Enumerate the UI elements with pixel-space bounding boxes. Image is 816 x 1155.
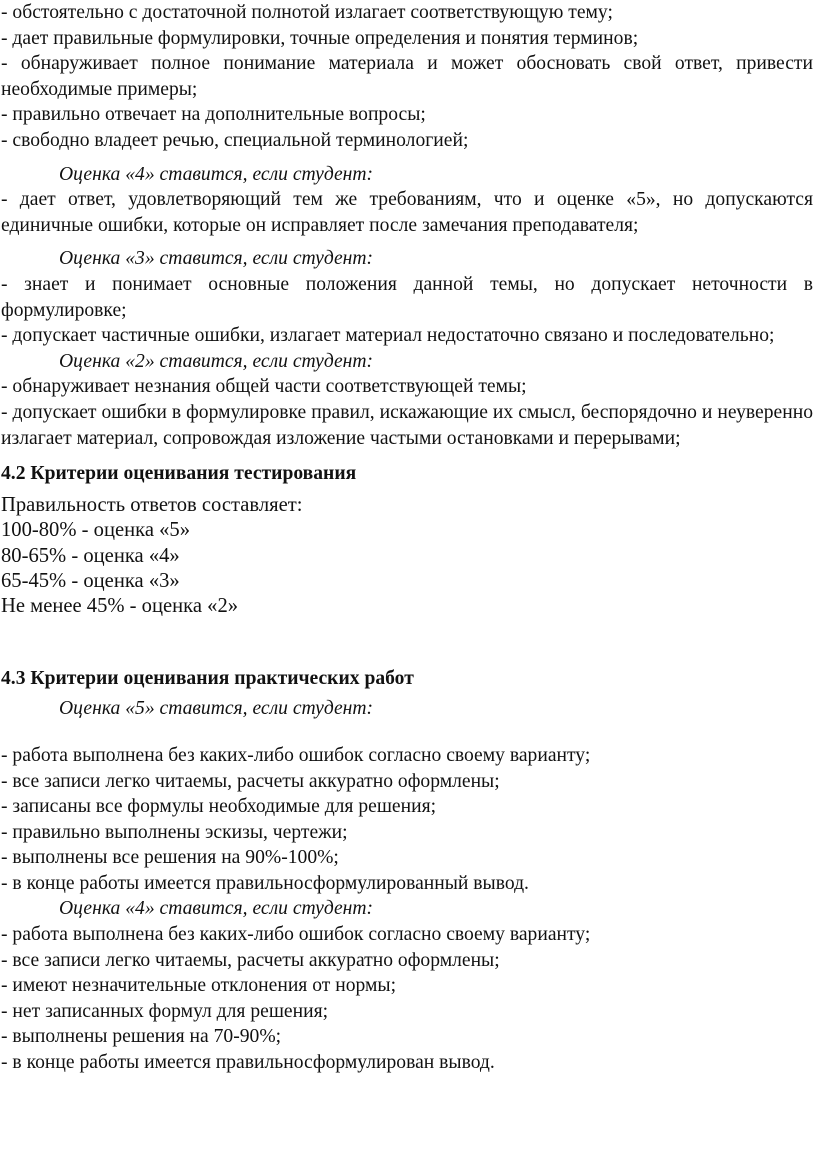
- practical-grade5-item-6: - в конце работы имеется правильносформулированный вывод.: [1, 872, 529, 894]
- practical-grade5-item-5: - выполнены все решения на 90%-100%;: [1, 847, 339, 869]
- practical-section-title: 4.3 Критерии оценивания практических работ: [1, 667, 414, 689]
- testing-line-1: Правильность ответов составляет:: [1, 493, 303, 516]
- grade4-item-1: - дает ответ, удовлетворяющий тем же требованиям, что и оценке «5», но допускаются единичные ошибки, которые он исправляет после замечания преподавателя;: [1, 189, 813, 236]
- practical-grade5-item-4: - правильно выполнены эскизы, чертежи;: [1, 821, 348, 843]
- practical-grade4-item-4: - нет записанных формул для решения;: [1, 1000, 329, 1022]
- practical-grade5-item-3: - записаны все формулы необходимые для решения;: [1, 796, 437, 818]
- testing-line-2: 100-80% - оценка «5»: [1, 519, 191, 542]
- intro-item-4: - правильно отвечает на дополнительные вопросы;: [1, 104, 426, 126]
- practical-grade4-item-6: - в конце работы имеется правильносформулирован вывод.: [1, 1052, 495, 1074]
- practical-grade4-heading: Оценка «4» ставится, если студент:: [59, 898, 374, 920]
- grade3-heading: Оценка «3» ставится, если студент:: [59, 248, 374, 270]
- intro-item-2: - дает правильные формулировки, точные определения и понятия терминов;: [1, 27, 639, 49]
- intro-item-5: - свободно владеет речью, специальной терминологией;: [1, 129, 469, 151]
- grade4-heading: Оценка «4» ставится, если студент:: [59, 163, 374, 185]
- testing-line-3: 80-65% - оценка «4»: [1, 544, 180, 567]
- grade2-heading: Оценка «2» ставится, если студент:: [59, 350, 374, 372]
- testing-section-title: 4.2 Критерии оценивания тестирования: [1, 463, 357, 485]
- practical-grade4-item-3: - имеют незначительные отклонения от нормы;: [1, 975, 397, 997]
- practical-grade4-item-2: - все записи легко читаемы, расчеты аккуратно оформлены;: [1, 949, 500, 971]
- testing-line-4: 65-45% - оценка «3»: [1, 569, 180, 592]
- grade3-item-2: - допускает частичные ошибки, излагает материал недостаточно связано и последовательно;: [1, 325, 775, 347]
- intro-item-3: - обнаруживает полное понимание материала и может обосновать свой ответ, привести необходимые примеры;: [1, 53, 813, 100]
- grade2-item-1: - обнаруживает незнания общей части соответствующей темы;: [1, 376, 527, 398]
- grade2-item-2: - допускает ошибки в формулировке правил, искажающие их смысл, беспорядочно и неуверенно излагает материал, сопровождая изложение частыми остановками и перерывами;: [1, 401, 813, 449]
- testing-line-5: Не менее 45% - оценка «2»: [1, 595, 239, 618]
- practical-grade5-item-1: - работа выполнена без каких-либо ошибок согласно своему варианту;: [1, 744, 591, 766]
- practical-grade5-item-2: - все записи легко читаемы, расчеты аккуратно оформлены;: [1, 770, 500, 792]
- practical-grade5-heading: Оценка «5» ставится, если студент:: [59, 698, 374, 720]
- practical-grade4-item-5: - выполнены решения на 70-90%;: [1, 1026, 282, 1048]
- intro-item-1: - обстоятельно с достаточной полнотой излагает соответствующую тему;: [1, 2, 613, 23]
- practical-grade4-item-1: - работа выполнена без каких-либо ошибок согласно своему варианту;: [1, 924, 591, 946]
- grade3-item-1: - знает и понимает основные положения данной темы, но допускает неточности в формулировке;: [1, 273, 813, 321]
